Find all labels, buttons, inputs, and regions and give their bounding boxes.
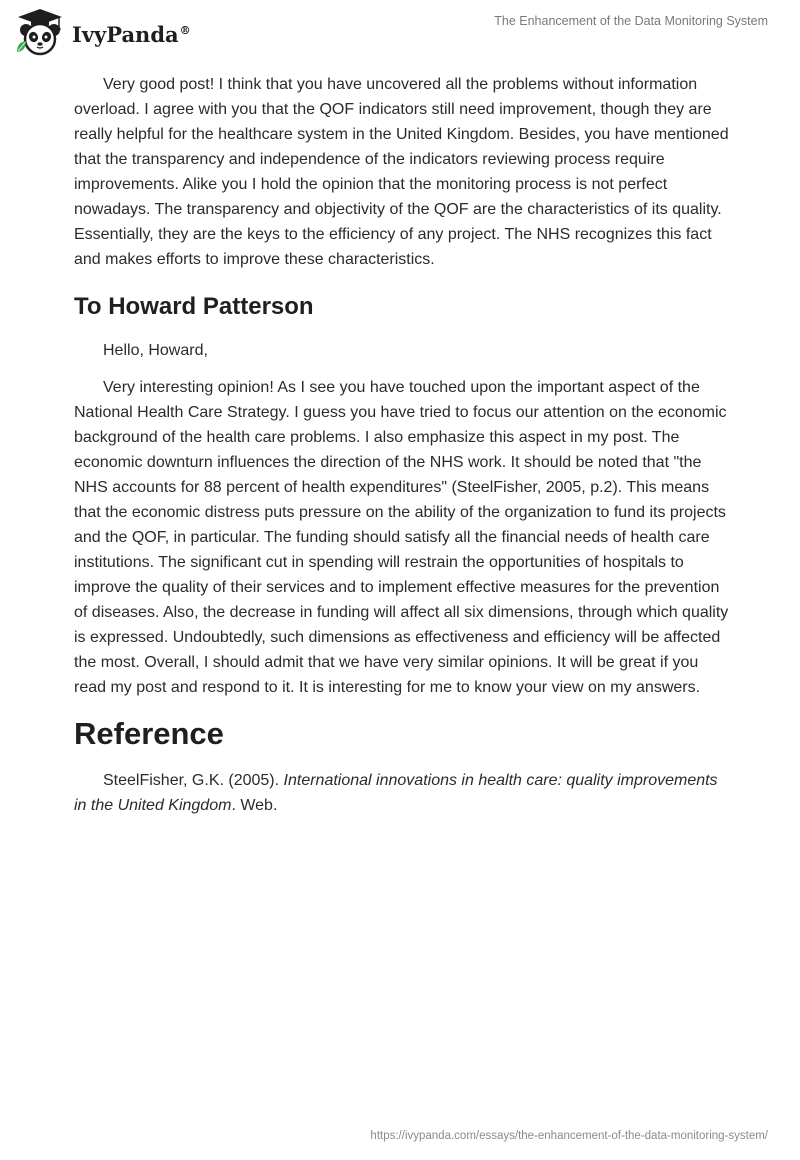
reference-entry — [74, 768, 734, 818]
paragraph-reply-intro: Very good post! I think that you have uncovered all the problems without information overload. I agree with you that the QOF indicators still need improvement, though they are really helpful for the healthcare system in the United Kingdom. Besides, you have mentioned that the transparency and independence of the indicators reviewing process require improvements. Alike you I hold the opinion that the monitoring process is not perfect nowadays. The transparency and objectivity of the QOF are the characteristics of its quality. Essentially, they are the keys to the efficiency of any project. The NHS recognizes this fact and makes efforts to improve these characteristics. — [74, 76, 729, 268]
reference-title: International innovations in health care: quality improvements in the United Kingdom — [74, 772, 718, 814]
essay-content — [74, 72, 734, 818]
greeting-line: Hello, Howard, — [103, 342, 208, 359]
heading-reference: Reference — [74, 716, 224, 751]
registered-mark: ® — [179, 23, 191, 37]
reference-suffix: . Web. — [231, 797, 278, 814]
document-title: The Enhancement of the Data Monitoring System — [494, 14, 768, 28]
heading-to-howard: To Howard Patterson — [74, 293, 314, 320]
reference-author: SteelFisher, G.K. (2005). — [103, 772, 284, 789]
brand-name: IvyPanda® — [72, 21, 191, 47]
panda-graduate-icon — [14, 6, 66, 58]
source-url[interactable]: https://ivypanda.com/essays/the-enhancement-of-the-data-monitoring-system/ — [370, 1130, 768, 1142]
page-header — [0, 0, 800, 64]
paragraph-reply-howard: Very interesting opinion! As I see you have touched upon the important aspect of the National Health Care Strategy. I guess you have tried to focus our attention on the economic background of the health care problems. I also emphasize this aspect in my post. The economic downturn influences the direction of the NHS work. It should be noted that "the NHS accounts for 88 percent of health expenditures" (SteelFisher, 2005, p.2). This means that the economic distress puts pressure on the ability of the organization to fund its projects and the QOF, in particular. The funding should satisfy all the financial needs of health care institutions. The significant cut in spending will restrain the opportunities of hospitals to improve the quality of their services and to implement effective measures for the prevention of diseases. Also, the decrease in funding will affect all six dimensions, through which quality is expressed. Undoubtedly, such dimensions as effectiveness and efficiency will be affected the most. Overall, I should admit that we have very similar opinions. It will be great if you read my post and respond to it. It is interesting for me to know your view on my answers. — [74, 379, 729, 696]
brand-logo[interactable] — [14, 6, 191, 58]
